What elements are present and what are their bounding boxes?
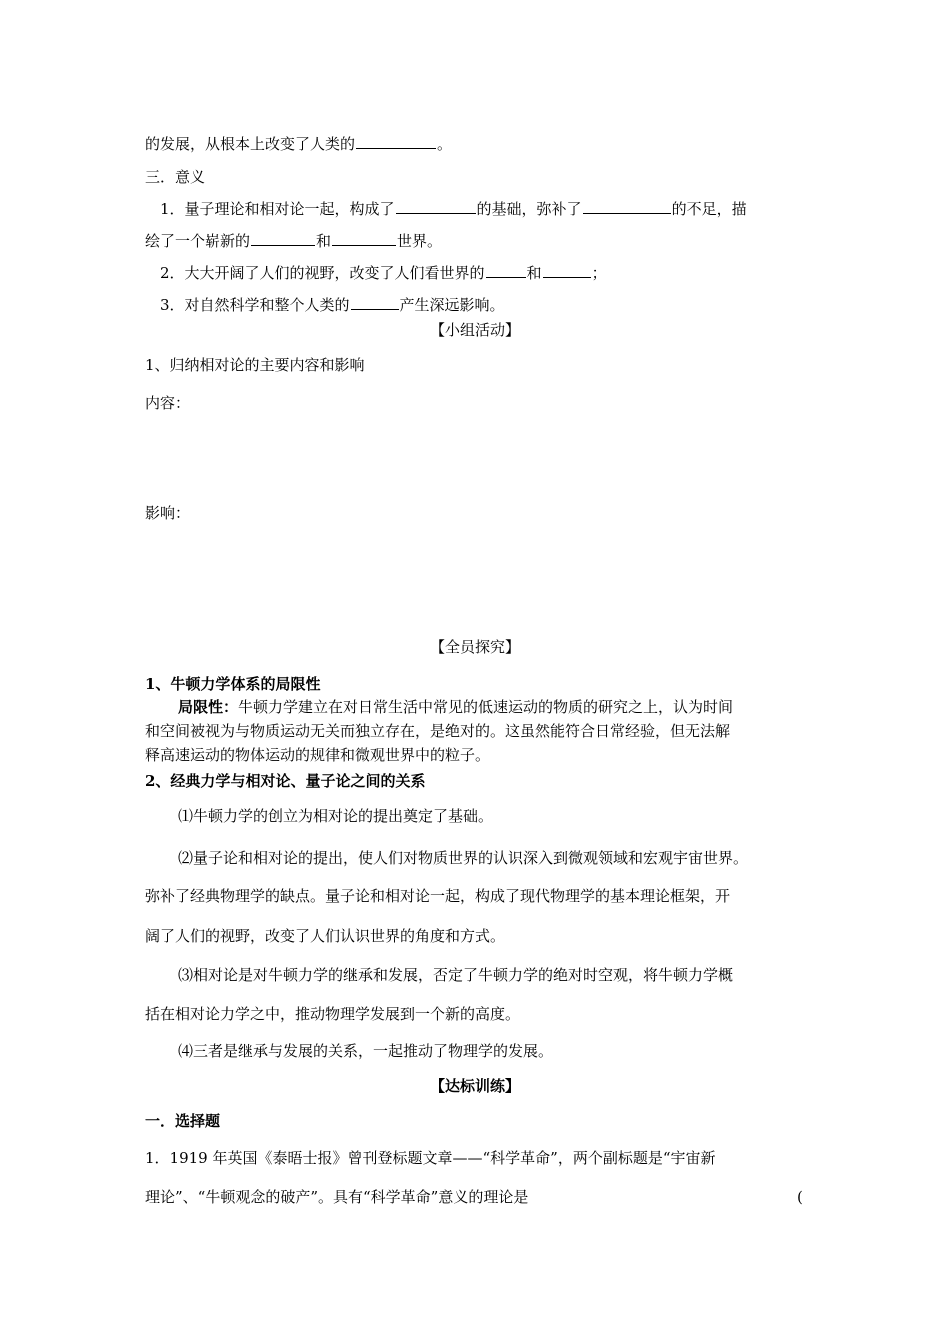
subheading: 1、牛顿力学体系的局限性 bbox=[145, 675, 321, 693]
text-line bbox=[160, 295, 505, 315]
text: 产生深远影响。 bbox=[399, 296, 505, 314]
fill-blank[interactable] bbox=[251, 231, 315, 246]
text-line bbox=[160, 263, 607, 283]
question-text bbox=[145, 1187, 528, 1207]
text-line: ⑴牛顿力学的创立为相对论的提出奠定了基础。 bbox=[178, 807, 494, 825]
text: 1．量子理论和相对论一起，构成了 bbox=[160, 200, 395, 218]
text-line: ⑵量子论和相对论的提出，使人们对物质世界的认识深入到微观领域和宏观宇宙世界。 bbox=[178, 849, 749, 867]
text-line: ⑶相对论是对牛顿力学的继承和发展，否定了牛顿力学的绝对时空观，将牛顿力学概 bbox=[178, 966, 734, 984]
text-line bbox=[145, 134, 452, 154]
text-line: 和空间被视为与物质运动无关而独立存在，是绝对的。这虽然能符合日常经验，但无法解 bbox=[145, 722, 731, 740]
fill-blank[interactable] bbox=[332, 231, 396, 246]
text: 。 bbox=[437, 135, 453, 153]
text-line: 弥补了经典物理学的缺点。量子论和相对论一起，构成了现代物理学的基本理论框架，开 bbox=[145, 887, 731, 905]
text: 世界。 bbox=[397, 232, 443, 250]
text-line bbox=[145, 231, 442, 251]
text-line bbox=[178, 697, 733, 717]
text: 的发展，从根本上改变了人类的 bbox=[145, 135, 356, 153]
label: 局限性： bbox=[178, 698, 239, 716]
text-line: ⑷三者是继承与发展的关系，一起推动了物理学的发展。 bbox=[178, 1042, 554, 1060]
content-label: 内容： bbox=[145, 394, 191, 412]
fill-blank[interactable] bbox=[543, 263, 591, 278]
text: 3．对自然科学和整个人类的 bbox=[160, 296, 350, 314]
subheading: 2、经典力学与相对论、量子论之间的关系 bbox=[145, 772, 426, 790]
subheading: 一．选择题 bbox=[145, 1112, 221, 1130]
fill-blank[interactable] bbox=[351, 295, 399, 310]
group-activity-title: 【小组活动】 bbox=[429, 321, 520, 339]
impact-label: 影响： bbox=[145, 504, 191, 522]
text: 的不足，描 bbox=[671, 200, 747, 218]
fill-blank[interactable] bbox=[396, 199, 476, 214]
text-line: 释高速运动的物体运动的规律和微观世界中的粒子。 bbox=[145, 746, 491, 764]
text: 绘了一个崭新的 bbox=[145, 232, 251, 250]
text: ； bbox=[591, 264, 607, 282]
question-text: 1．1919 年英国《泰晤士报》曾刊登标题文章——“科学革命”，两个副标题是“宇宙新 bbox=[145, 1149, 716, 1167]
section-heading: 三．意义 bbox=[145, 168, 206, 186]
text-line: 1、归纳相对论的主要内容和影响 bbox=[145, 356, 365, 374]
fill-blank[interactable] bbox=[356, 134, 436, 149]
text: 牛顿力学建立在对日常生活中常见的低速运动的物质的研究之上，认为时间 bbox=[238, 698, 734, 716]
fill-blank[interactable] bbox=[583, 199, 671, 214]
text: 的基础，弥补了 bbox=[476, 200, 582, 218]
text: 和 bbox=[316, 232, 332, 250]
text-line: 阔了人们的视野，改变了人们认识世界的角度和方式。 bbox=[145, 927, 506, 945]
text-line: 括在相对论力学之中，推动物理学发展到一个新的高度。 bbox=[145, 1005, 521, 1023]
text-line bbox=[160, 199, 747, 219]
training-title: 【达标训练】 bbox=[429, 1077, 520, 1095]
text: 2．大大开阔了人们的视野，改变了人们看世界的 bbox=[160, 264, 485, 282]
text: 理论”、“牛顿观念的破产”。具有“科学革命”意义的理论是 bbox=[145, 1188, 529, 1206]
fill-blank[interactable] bbox=[486, 263, 526, 278]
explore-title: 【全员探究】 bbox=[429, 638, 520, 656]
answer-paren[interactable]: ( bbox=[797, 1188, 803, 1206]
text: 和 bbox=[526, 264, 542, 282]
